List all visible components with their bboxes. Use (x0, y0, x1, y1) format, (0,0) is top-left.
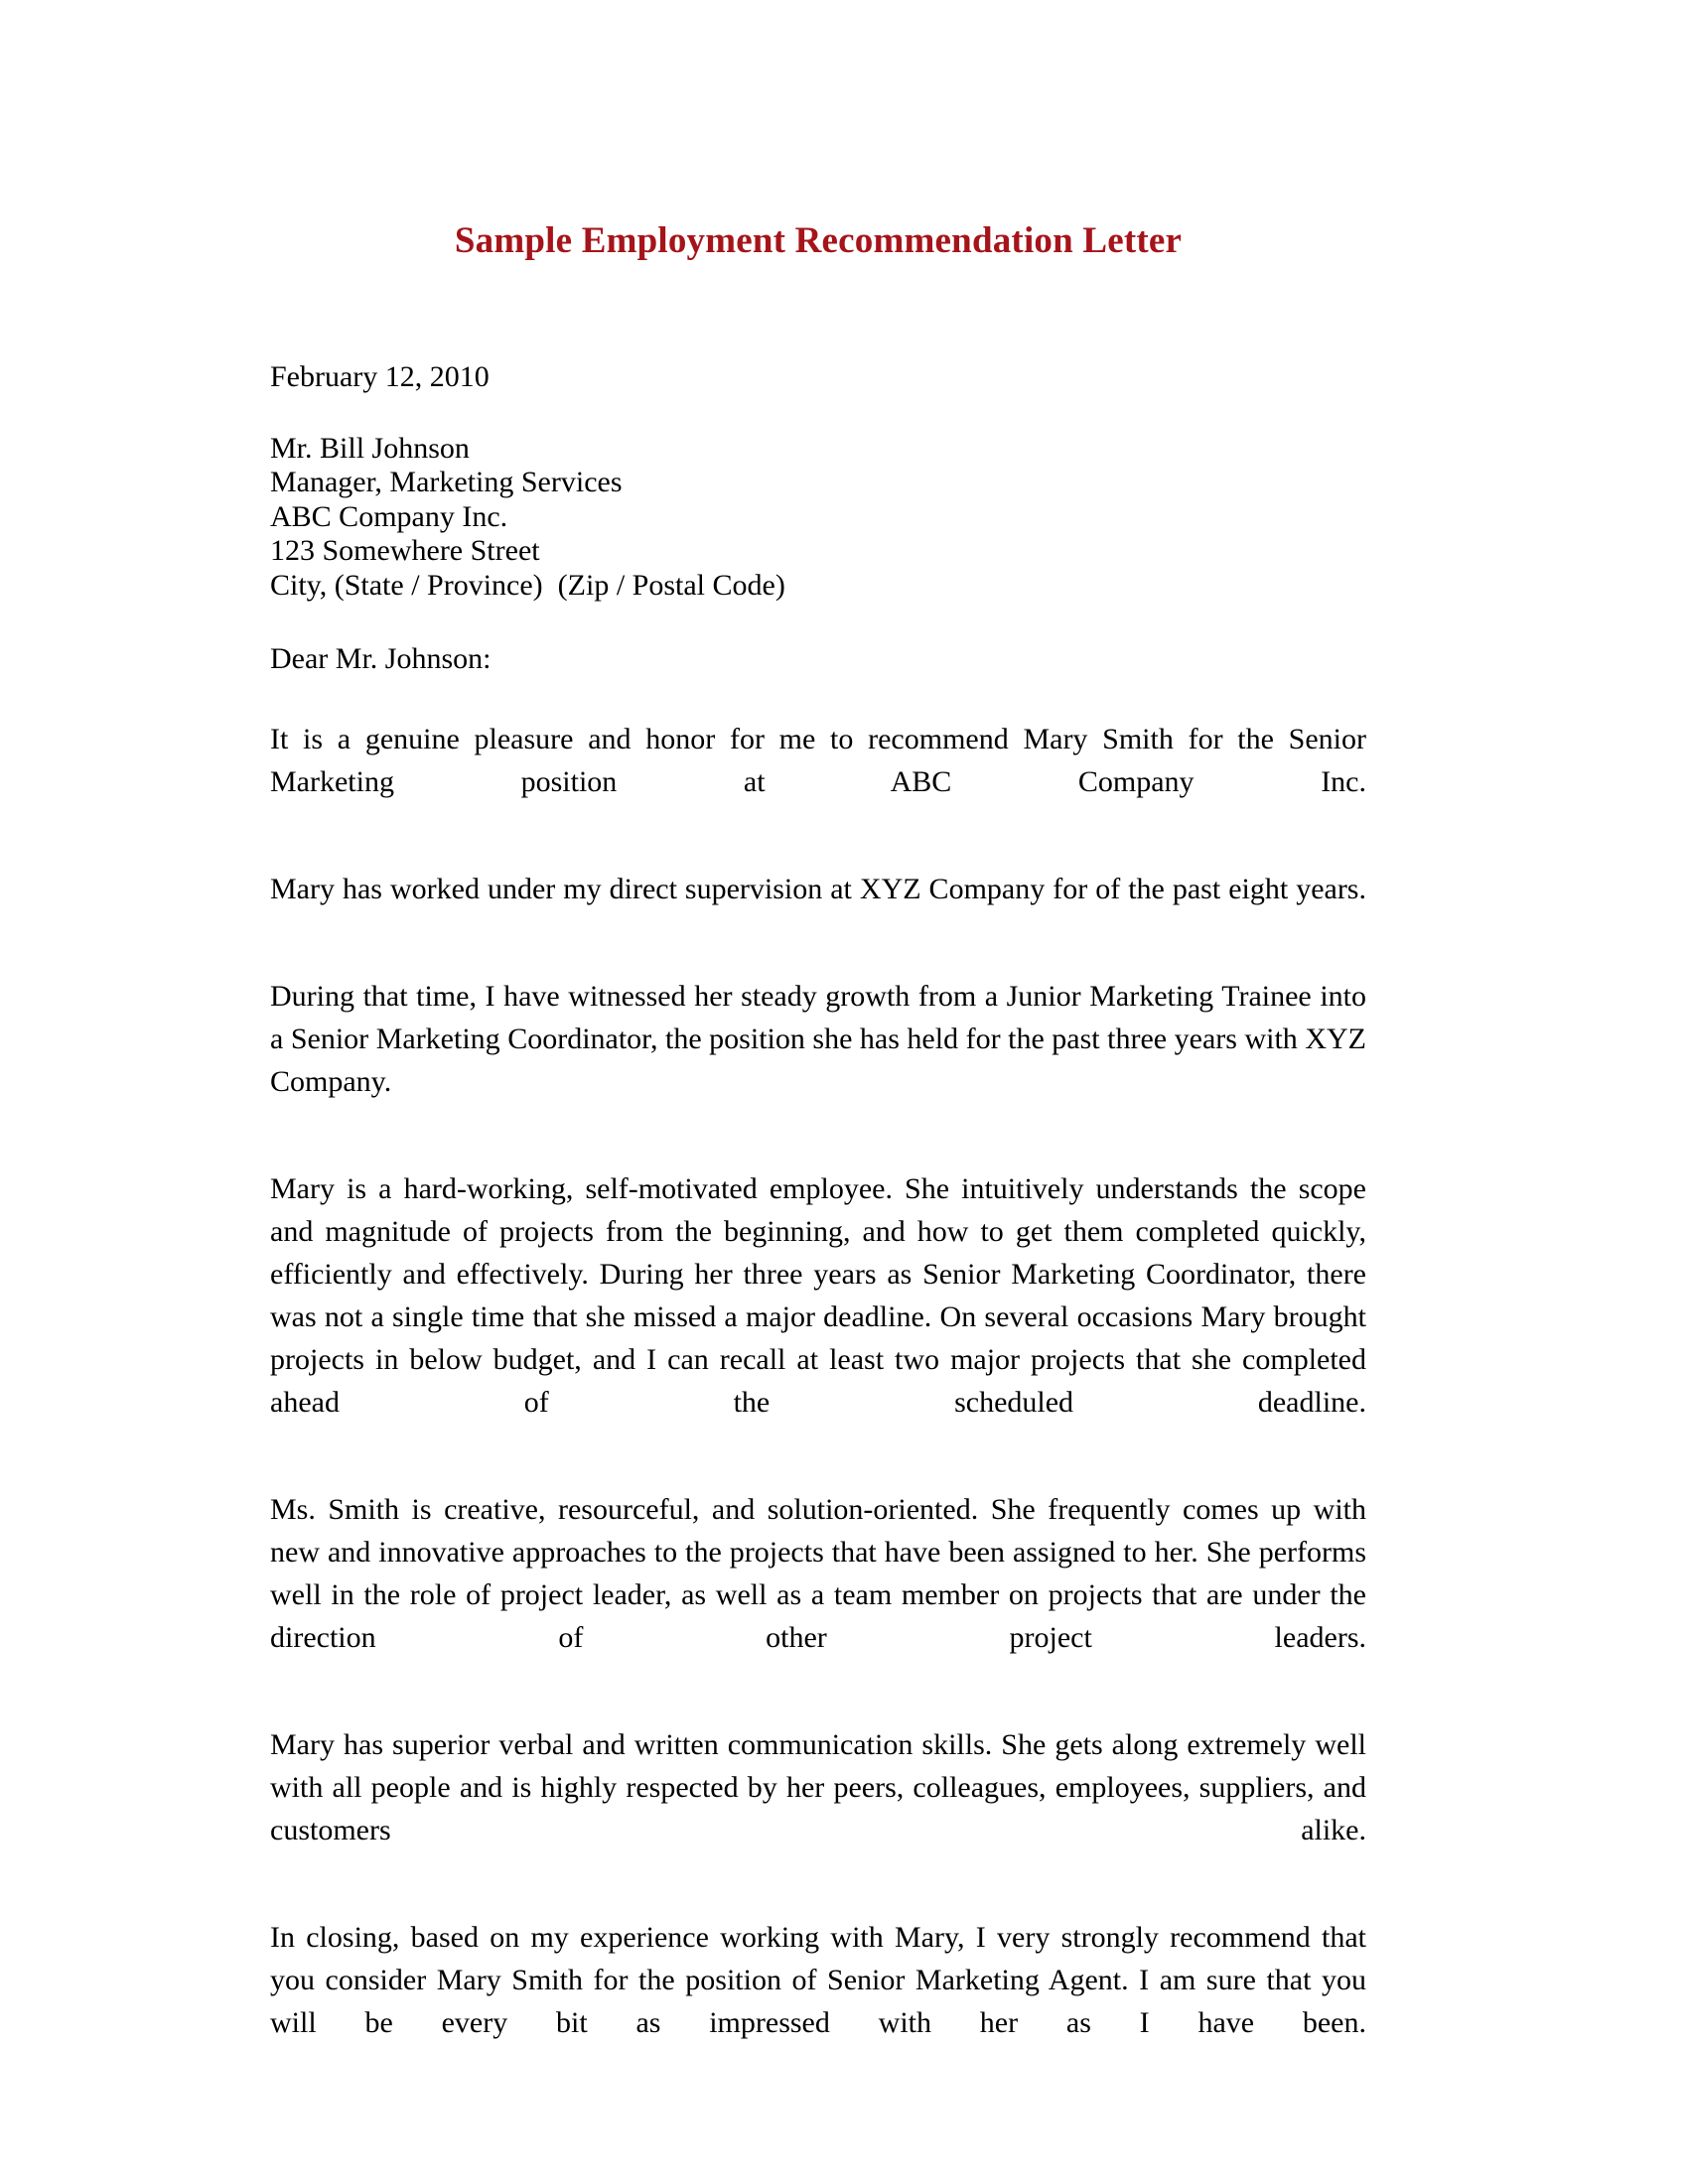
letter-paragraph: Mary has superior verbal and written communication skills. She gets along extremely well with all people and is highly respected by her peers, colleagues, employees, suppliers, and customers alike. (270, 1728, 1366, 1847)
letter-paragraph: Ms. Smith is creative, resourceful, and solution-oriented. She frequently comes up with new and innovative approaches to the projects that have been assigned to her. She performs well in the role of project leader, as well as a team member on projects that are under the direction of other project leaders. (270, 1493, 1366, 1655)
letter-date: February 12, 2010 (270, 359, 490, 393)
letter-paragraph: During that time, I have witnessed her steady growth from a Junior Marketing Trainee into a Senior Marketing Coordinator, the position she has held for the past three years with XYZ Company. (270, 980, 1366, 1099)
recipient-job-title: Manager, Marketing Services (270, 466, 623, 499)
letter-paragraph: It is a genuine pleasure and honor for me to recommend Mary Smith for the Senior Marketing position at ABC Company Inc. (270, 723, 1366, 799)
recipient-name: Mr. Bill Johnson (270, 431, 470, 465)
recipient-street: 123 Somewhere Street (270, 534, 540, 568)
recipient-address-block (270, 392, 1366, 604)
letter-body (270, 674, 1366, 2087)
letter-paragraph: Mary is a hard-working, self-motivated employee. She intuitively understands the scope and magnitude of projects from the beginning, and how to get them completed quickly, efficiently and effectively. During her three years as Senior Marketing Coordinator, there was not a single time that she missed a major deadline. On several occasions Mary brought projects in below budget, and I can recall at least two major projects that she completed ahead of the scheduled deadline. (270, 1172, 1366, 1420)
letter-content (270, 0, 1366, 2087)
letter-salutation: Dear Mr. Johnson: (270, 642, 492, 676)
recipient-city-line: City, (State / Province) (Zip / Postal Code) (270, 568, 785, 602)
page-title: Sample Employment Recommendation Letter (454, 220, 1183, 261)
letter-paragraph: In closing, based on my experience working with Mary, I very strongly recommend that you consider Mary Smith for the position of Senior Marketing Agent. I am sure that you will be every bit as impressed with her as I have been. (270, 1921, 1366, 2040)
recipient-company: ABC Company Inc. (270, 499, 508, 533)
letter-paragraph: Mary has worked under my direct supervision at XYZ Company for of the past eight years. (270, 873, 1366, 906)
